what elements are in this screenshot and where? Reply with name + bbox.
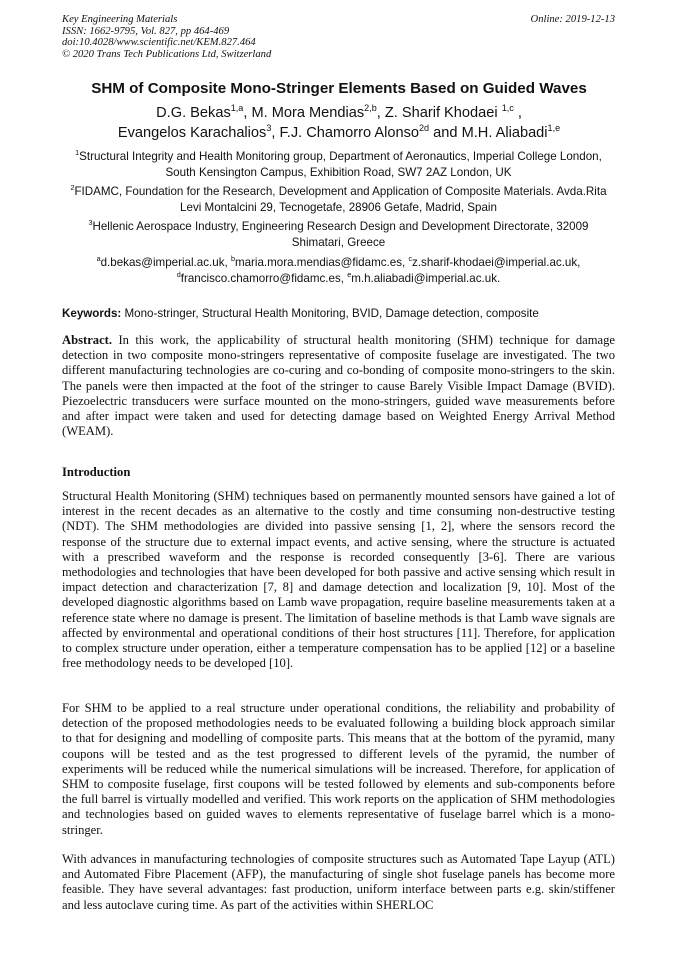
doi-line: doi:10.4028/www.scientific.net/KEM.827.464 [62,37,256,49]
author-separator: and [429,125,462,141]
affiliation-text: FIDAMC, Foundation for the Research, Development and Application of Composite Materials. Avda.Rita Levi Montalcini 29, Tecnogetafe, 28906 Getafe, Madrid, Spain [74,185,607,214]
paper-title: SHM of Composite Mono-Stringer Elements Based on Guided Waves [91,80,587,97]
affiliation-3 [62,219,615,250]
author-separator: , [513,105,522,121]
author-affiliation-mark: 3 [266,123,272,134]
email-link[interactable]: francisco.chamorro@fidamc.es, [180,271,348,285]
author-affiliation-mark: 2,b [364,103,377,114]
author-list [40,103,638,143]
author-name: M. Mora Mendias [251,105,365,121]
intro-paragraph-2: For SHM to be applied to a real structure under operational conditions, the reliability and probability of detection of the proposed methodologies needs to be evaluated following a building block approach similar to that for designing and modelling of composite parts. This means that at the bottom of the pyramid, many coupons will be tested and as the test progressed to different levels of the pyramid, the number of experiments will be reduced while the numerical simulations will be increased. Therefore, for application of SHM to composite fuselage, first coupons will be tested followed by elements and sub-components before the full barrel is virtually modelled and verified. This work reports on the application of SHM methodologies and technologies based on guided waves to elements representative of fuselage barrel which is a mono-stringer. [62,701,615,837]
author-separator: , [376,105,385,121]
section-heading-introduction: Introduction [62,465,131,479]
email-mark: e [347,269,352,279]
author-name: Z. Sharif Khodaei [384,105,502,121]
author-separator: , [243,105,252,121]
affiliation-text: Hellenic Aerospace Industry, Engineering Research Design and Development Directorate, 32009 Shimatari, Greece [92,220,589,249]
email-mark: a [96,254,101,264]
author-affiliation-mark: 1,c [501,103,514,114]
author-line-1 [40,103,638,123]
author-separator: , [271,125,280,141]
email-link[interactable]: d.bekas@imperial.ac.uk, [100,256,231,269]
author-line-2 [40,123,638,143]
author-affiliation-mark: 1,e [547,123,561,134]
author-name: F.J. Chamorro Alonso [279,125,420,141]
abstract-text: In this work, the applicability of structural health monitoring (SHM) technique for damage detection in two composite mono-stringers representative of composite fuselage are investigated. The two different manufacturing technologies are co-curing and co-bonding of composite mono-stringers to the skin. The panels were then impacted at the foot of the stringer to cause Barely Visible Impact Damage (BVID). Piezoelectric transducers were surface mounted on the mono-stringers, guided wave measurements before and after impact were taken and used for detecting damage based on Weighted Energy Arrival Method (WEAM). [62,333,615,439]
affiliation-number: 2 [70,183,75,193]
copyright-line: © 2020 Trans Tech Publications Ltd, Switzerland [62,48,272,60]
author-name: D.G. Bekas [156,105,231,121]
affiliation-number: 1 [75,148,80,158]
affiliation-number: 3 [88,218,93,228]
email-link[interactable]: maria.mora.mendias@fidamc.es, [234,256,409,269]
keywords-text: Mono-stringer, Structural Health Monitoring, BVID, Damage detection, composite [121,307,539,320]
email-block [62,255,615,286]
online-date: Online: 2019-12-13 [530,14,615,25]
affiliation-1 [62,149,615,180]
abstract-paragraph [62,333,615,439]
journal-header [62,14,615,60]
email-mark: c [408,254,413,264]
author-name: M.H. Aliabadi [461,125,548,141]
issn-line: ISSN: 1662-9795, Vol. 827, pp 464-469 [62,25,230,37]
keywords-label: Keywords: [62,307,122,320]
intro-paragraph-1: Structural Health Monitoring (SHM) techniques based on permanently mounted sensors have gained a lot of interest in the recent decades as an alternative to the costly and time consuming non-destructive testing (NDT). The SHM methodologies are divided into passive sensing [1, 2], where the sensors record the response of the structure due to external impact events, and active sensing, where the structure is actuated with a prescribed waveform and the response is recorded consequently [3-6]. There are various methodologies and technologies that have been developed for both passive and active sensing which result in impact detection and characterization [7, 8] and damage detection and localization [9, 10]. Most of the developed diagnostic algorithms based on Lamb wave propagation, require baseline measurements taken at a reference state where no damage is present. The limitation of baseline methods is that Lamb wave signals are affected by environmental and operational conditions of their host structures [11]. Therefore, for application to complex structure under operation, either a temperature compensation has to be applied [12] or a baseline free methodology needs to be developed [10]. [62,489,615,671]
email-mark: d [176,269,181,279]
affiliation-2 [62,184,615,215]
email-link[interactable]: m.h.aliabadi@imperial.ac.uk. [351,271,501,285]
keywords [62,307,615,320]
email-link[interactable]: z.sharif-khodaei@imperial.ac.uk, [412,256,581,269]
author-affiliation-mark: 1,a [230,103,244,114]
email-line-2 [62,271,615,287]
abstract-label: Abstract. [62,333,113,347]
intro-paragraph-3: With advances in manufacturing technologies of composite structures such as Automated Tape Layup (ATL) and Automated Fibre Placement (AFP), the manufacturing of single shot fuselage panels has become more feasible. They have several advantages: fast production, uniform interface between parts e.g. skin/stiffener and less autoclave curing time. As part of the activities within SHERLOC [62,852,615,912]
email-line-1 [62,255,615,271]
author-name: Evangelos Karachalios [117,125,267,141]
author-affiliation-mark: 2d [419,123,430,134]
journal-name: Key Engineering Materials [62,14,178,25]
email-mark: b [230,254,235,264]
affiliation-text: Structural Integrity and Health Monitoring group, Department of Aeronautics, Imperial College London, South Kensington Campus, Exhibition Road, SW7 2AZ London, UK [79,150,602,179]
